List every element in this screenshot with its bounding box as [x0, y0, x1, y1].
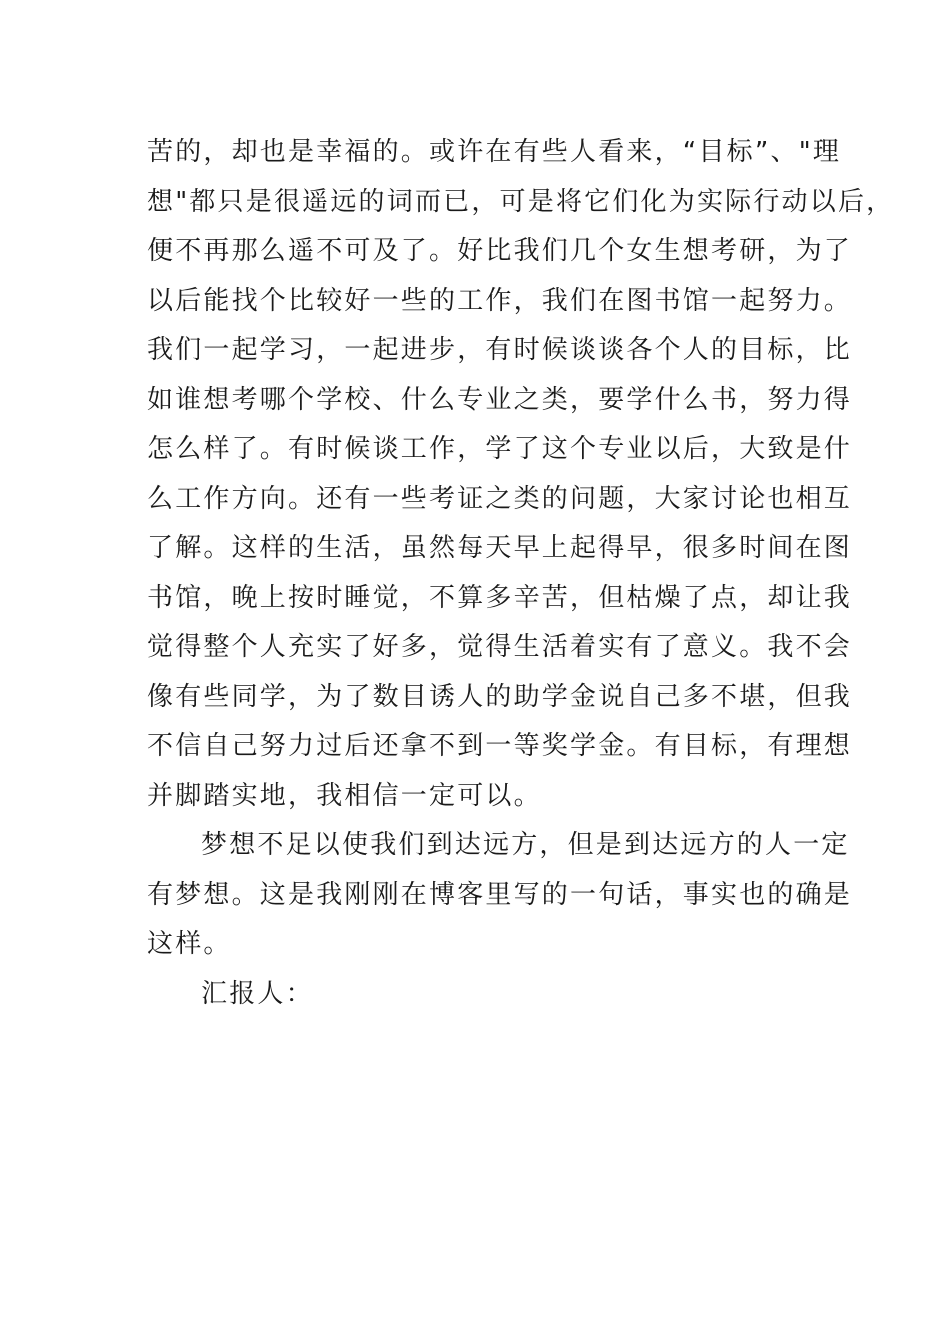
text-line: 有梦想。这是我刚刚在博客里写的一句话，事实也的确是 [147, 879, 853, 910]
text-line: 我们一起学习，一起进步，有时候谈谈各个人的目标，比 [147, 335, 853, 365]
text-line: 便不再那么遥不可及了。好比我们几个女生想考研，为了 [147, 236, 853, 266]
text-line: 怎么样了。有时候谈工作，学了这个专业以后，大致是什 [147, 434, 853, 464]
text-line: 想"都只是很遥远的词而已，可是将它们化为实际行动以后， [147, 186, 895, 217]
text-line: 这样。 [147, 929, 232, 959]
text-line: 觉得整个人充实了好多，觉得生活着实有了意义。我不会 [147, 632, 853, 662]
text-line: 书馆，晚上按时睡觉，不算多辛苦，但枯燥了点，却让我 [147, 582, 853, 613]
text-line: 不信自己努力过后还拿不到一等奖学金。有目标，有理想 [147, 731, 853, 761]
text-line: 梦想不足以使我们到达远方，但是到达远方的人一定 [201, 830, 850, 860]
text-line: 像有些同学，为了数目诱人的助学金说自己多不堪，但我 [147, 681, 853, 712]
text-line: 如谁想考哪个学校、什么专业之类，要学什么书，努力得 [147, 384, 853, 415]
text-line: 以后能找个比较好一些的工作，我们在图书馆一起努力。 [147, 285, 853, 316]
text-line: 么工作方向。还有一些考证之类的问题，大家讨论也相互 [147, 483, 853, 514]
reporter-label: 汇报人： [201, 978, 314, 1009]
text-line: 苦的，却也是幸福的。或许在有些人看来，“目标”、"理 [147, 137, 842, 167]
body-text [147, 128, 895, 1019]
text-line: 并脚踏实地，我相信一定可以。 [147, 780, 542, 811]
text-line: 了解。这样的生活，虽然每天早上起得早，很多时间在图 [147, 533, 853, 563]
